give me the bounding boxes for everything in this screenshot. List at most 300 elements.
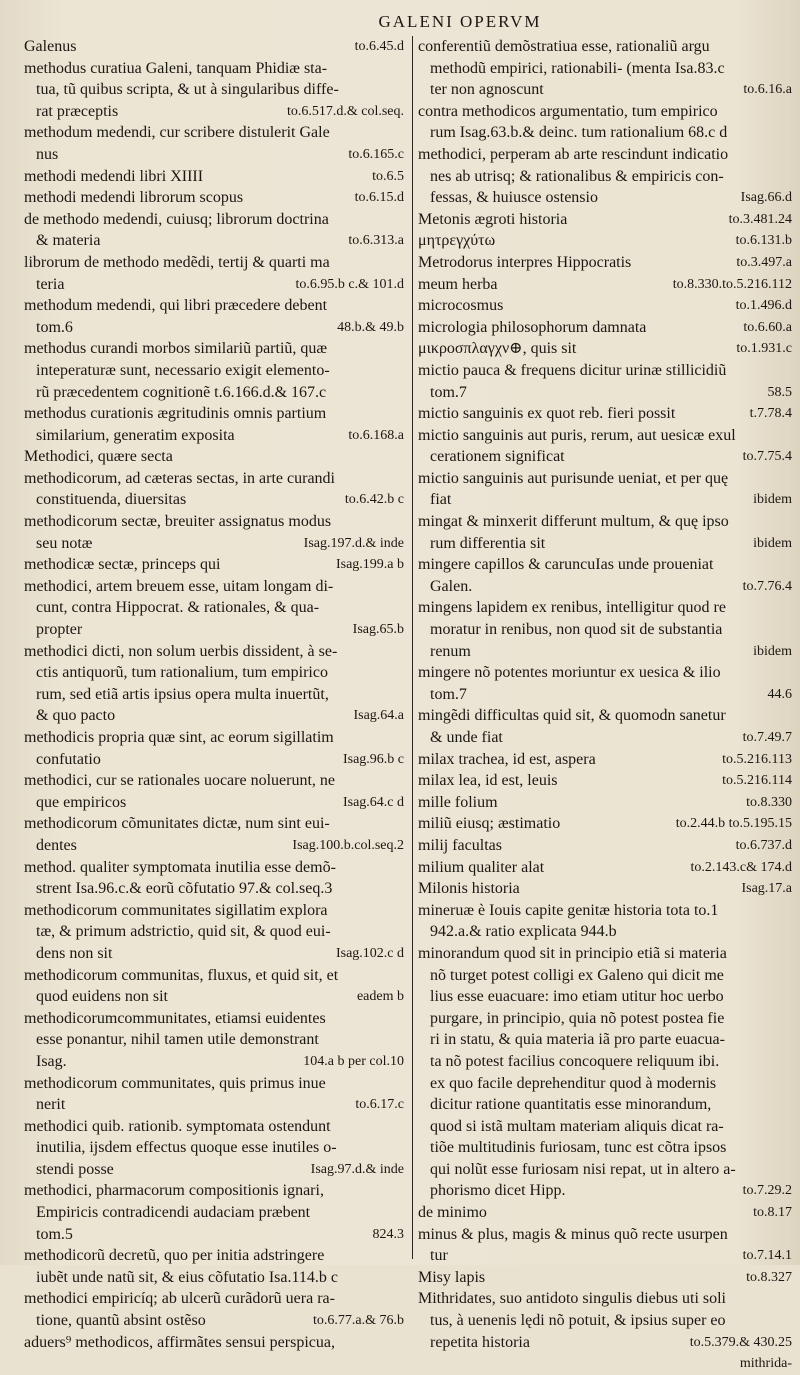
entry-reference: 104.a b per col.10 — [303, 1053, 404, 1069]
entry-line — [418, 360, 792, 382]
entry-text: seu notæ — [36, 534, 93, 552]
entry-text: tom.6 — [36, 318, 73, 336]
entry-text: iubẽt unde natũ sit, & eius cõfutatio Isa.114.b c — [36, 1268, 339, 1286]
index-entry — [24, 857, 404, 900]
entry-line — [24, 252, 404, 274]
entry-line — [418, 1288, 792, 1310]
index-entry — [418, 597, 792, 662]
index-entry — [24, 1008, 404, 1073]
entry-line — [24, 1288, 404, 1310]
entry-text: moratur in renibus, non quod sit de substantia — [430, 621, 723, 639]
entry-line — [24, 36, 404, 58]
catchword: mithrida- — [739, 1356, 792, 1372]
entry-reference: to.6.17.c — [355, 1097, 404, 1113]
entry-text: methodici, cur se rationales uocare noluerunt, ne — [24, 772, 335, 790]
entry-reference: to.8.327 — [746, 1269, 792, 1285]
index-entry — [24, 58, 404, 123]
entry-reference: ibidem — [753, 492, 792, 508]
entry-text: tom.7 — [430, 383, 467, 401]
entry-text: tæ, & primum adstrictio, quid sit, & quod eui- — [36, 923, 331, 941]
entry-reference: Isag.64.a — [353, 708, 404, 724]
entry-line — [418, 144, 792, 166]
entry-line — [24, 1051, 404, 1073]
entry-line — [24, 597, 404, 619]
entry-reference: Isag.17.a — [741, 881, 792, 897]
entry-line — [418, 511, 792, 533]
entry-line — [418, 1137, 792, 1159]
entry-line — [418, 252, 792, 274]
index-entry — [24, 1180, 404, 1245]
entry-text: rum differentia sit — [430, 534, 546, 552]
entry-line — [24, 1332, 404, 1354]
entry-text: mingere nõ potentes moriuntur ex uesica & ilio — [418, 664, 721, 682]
entry-text: & materia — [36, 232, 101, 250]
index-entry — [24, 1332, 404, 1354]
entry-line — [418, 1332, 792, 1354]
entry-text: ex quo facile deprehenditur quod à modernis — [430, 1074, 717, 1092]
entry-line — [418, 338, 792, 360]
entry-line — [24, 705, 404, 727]
entry-line — [24, 425, 404, 447]
entry-line — [24, 662, 404, 684]
entry-line — [418, 792, 792, 814]
entry-text: methodus curatiua Galeni, tanquam Phidiæ sta- — [24, 59, 328, 77]
entry-reference: 48.b.& 49.b — [337, 319, 404, 335]
entry-reference: to.6.42.b c — [344, 492, 404, 508]
entry-text: que empiricos — [36, 793, 127, 811]
index-entry — [418, 705, 792, 748]
entry-line — [24, 446, 404, 468]
entry-text: nes ab utrisq; & rationalibus & empiricis con- — [430, 167, 724, 185]
entry-text: fessas, & huiusce ostensio — [430, 189, 598, 207]
entry-text: repetita historia — [430, 1333, 530, 1351]
entry-line — [24, 857, 404, 879]
entry-reference: Isag.197.d.& inde — [303, 535, 404, 551]
entry-reference: 58.5 — [767, 384, 792, 400]
entry-reference: to.2.44.b to.5.195.15 — [675, 816, 792, 832]
entry-line — [24, 1094, 404, 1116]
entry-reference: 824.3 — [372, 1226, 404, 1242]
entry-reference: to.3.497.a — [736, 254, 792, 270]
index-entry — [418, 813, 792, 835]
index-entry — [24, 813, 404, 856]
entry-line — [418, 1094, 792, 1116]
entry-reference: t.7.78.4 — [749, 406, 792, 422]
entry-text: miliũ eiusq; æstimatio — [418, 815, 561, 833]
entry-text: milax lea, id est, leuis — [418, 772, 558, 790]
entry-text: methodũ empirici, rationabili- (menta Isa.83.c — [430, 59, 725, 77]
entry-reference: to.6.15.d — [354, 190, 404, 206]
entry-text: methodici, pharmacorum compositionis ignari, — [24, 1182, 324, 1200]
index-entry — [418, 792, 792, 814]
entry-line — [24, 533, 404, 555]
entry-reference: to.5.216.114 — [722, 773, 792, 789]
index-entry — [24, 1073, 404, 1116]
entry-line — [24, 79, 404, 101]
index-entry — [24, 511, 404, 554]
entry-line — [24, 1137, 404, 1159]
entry-text: μητρεγχύτω — [418, 232, 496, 250]
entry-line — [24, 230, 404, 252]
entry-text: methodicæ sectæ, princeps qui — [24, 556, 221, 574]
entry-line — [418, 1116, 792, 1138]
entry-line — [418, 965, 792, 987]
entry-line — [24, 921, 404, 943]
entry-line — [24, 511, 404, 533]
entry-line — [24, 274, 404, 296]
entry-text: dicitur ratione quantitatis esse minorandum, — [430, 1096, 712, 1114]
entry-reference: to.6.60.a — [743, 319, 792, 335]
entry-reference: to.5.216.113 — [722, 751, 792, 767]
entry-text: rat præceptis — [36, 102, 119, 120]
entry-text: conferentiũ demõstratiua esse, rationaliũ argu — [418, 38, 710, 55]
entry-line — [418, 554, 792, 576]
entry-text: inteperaturæ sunt, necessario exigit elemento- — [36, 361, 330, 379]
entry-reference: to.6.45.d — [354, 39, 404, 54]
entry-reference: ibidem — [753, 535, 792, 551]
entry-text: methodum medendi, qui libri præcedere debent — [24, 297, 328, 315]
entry-text: microcosmus — [418, 297, 504, 315]
entry-text: tur — [430, 1247, 448, 1265]
entry-line — [24, 792, 404, 814]
entry-text: mingẽdi difficultas quid sit, & quomodn sanetur — [418, 707, 726, 725]
entry-line — [418, 597, 792, 619]
entry-line — [418, 1267, 792, 1289]
entry-reference: ibidem — [753, 643, 792, 659]
entry-reference: to.8.17 — [753, 1205, 792, 1221]
left-column — [24, 36, 408, 1351]
entry-line — [24, 749, 404, 771]
entry-text: milij facultas — [418, 836, 502, 854]
entry-text: mictio pauca & frequens dicitur urinæ stillicidiũ — [418, 361, 727, 379]
entry-text: micrologia philosophorum damnata — [418, 318, 647, 336]
index-entry — [24, 1245, 404, 1288]
entry-text: & quo pacto — [36, 707, 116, 725]
entry-reference: to.7.76.4 — [742, 578, 792, 594]
index-entry — [24, 770, 404, 813]
entry-text: minorandum quod sit in principio etiã si materia — [418, 944, 727, 962]
entry-text: methodus curationis ægritudinis omnis partium — [24, 405, 327, 423]
entry-text: de minimo — [418, 1204, 487, 1222]
entry-line — [24, 554, 404, 576]
entry-reference: to.3.481.24 — [728, 211, 792, 227]
entry-text: qui nolũt esse furiosam nisi repat, ut in altero a- — [430, 1160, 736, 1178]
entry-reference: Isag.65.b — [352, 622, 404, 638]
entry-line — [24, 101, 404, 123]
index-entry — [24, 252, 404, 295]
entry-line — [418, 209, 792, 231]
entry-text: milium qualiter alat — [418, 858, 545, 876]
entry-line — [24, 1267, 404, 1289]
entry-text: methodici, perperam ab arte rescindunt indicatio — [418, 145, 729, 163]
index-entry — [24, 209, 404, 252]
entry-line — [418, 382, 792, 404]
entry-line — [24, 360, 404, 382]
entry-text: methodicorum sectæ, breuiter assignatus modus — [24, 513, 332, 531]
entry-reference: 44.6 — [767, 686, 792, 702]
index-entry — [418, 230, 792, 252]
entry-line — [418, 749, 792, 771]
entry-text: mingere capillos & caruncuIas unde proueniat — [418, 556, 714, 574]
index-entry — [418, 360, 792, 403]
entry-line — [24, 1116, 404, 1138]
entry-text: Galen. — [430, 577, 473, 595]
entry-line — [24, 403, 404, 425]
entry-reference: Isag.97.d.& inde — [310, 1161, 404, 1177]
entry-line — [418, 727, 792, 749]
entry-text: cunt, contra Hippocrat. & rationales, & qua- — [36, 599, 320, 617]
entry-text: inutilia, ijsdem effectus quoque esse inutiles o- — [36, 1139, 337, 1157]
entry-line — [418, 274, 792, 296]
entry-line — [418, 1224, 792, 1246]
entry-line — [24, 187, 404, 209]
entry-line — [418, 79, 792, 101]
index-entry — [24, 446, 404, 468]
index-entry — [418, 1267, 792, 1289]
index-entry — [24, 295, 404, 338]
entry-line — [418, 230, 792, 252]
entry-line — [24, 1073, 404, 1095]
entry-text: strent Isa.96.c.& eorũ cõfutatio 97.& col.seq.3 — [36, 880, 333, 898]
entry-reference: to.6.168.a — [348, 427, 404, 443]
entry-line — [418, 705, 792, 727]
index-entry — [418, 943, 792, 1202]
index-entry — [418, 662, 792, 705]
entry-line — [24, 1202, 404, 1224]
entry-reference: to.7.29.2 — [742, 1183, 792, 1199]
index-entry — [24, 554, 404, 576]
entry-line — [418, 813, 792, 835]
entry-text: ta nõ potest facilius concoquere reliquum ibi. — [430, 1052, 720, 1070]
entry-line — [24, 641, 404, 663]
entry-line — [418, 101, 792, 123]
index-entry — [418, 403, 792, 425]
entry-text: fiat — [430, 491, 452, 509]
entry-line — [24, 684, 404, 706]
index-entry — [418, 835, 792, 857]
index-entry — [418, 511, 792, 554]
running-header-title: GALENI OPERVM — [378, 12, 542, 31]
index-entry — [418, 209, 792, 231]
entry-line — [418, 1310, 792, 1332]
entry-line — [24, 576, 404, 598]
entry-text: method. qualiter symptomata inutilia esse demõ- — [24, 858, 336, 876]
entry-line — [24, 770, 404, 792]
entry-line — [418, 36, 792, 58]
entry-line — [24, 1008, 404, 1030]
entry-text: methodici empiricíq; ab ulcerũ curãdorũ uera ra- — [24, 1290, 335, 1308]
entry-line — [24, 382, 404, 404]
index-entry — [24, 641, 404, 727]
entry-line — [418, 1159, 792, 1181]
index-entry — [24, 965, 404, 1008]
entry-reference: to.6.737.d — [735, 837, 792, 853]
entry-text: rũ præcedentem cognitionẽ t.6.166.d.& 167.c — [36, 383, 327, 401]
entry-text: Mithridates, suo antidoto singulis diebus uti soli — [418, 1290, 726, 1308]
index-entry — [418, 468, 792, 511]
index-entry — [24, 1116, 404, 1181]
entry-text: methodum medendi, cur scribere distulerit Gale — [24, 124, 330, 142]
entry-line — [418, 1180, 792, 1202]
right-column — [418, 36, 792, 1372]
entry-text: Metrodorus interpres Hippocratis — [418, 253, 632, 271]
entry-text: 942.a.& ratio explicata 944.b — [430, 923, 617, 941]
index-entry — [24, 403, 404, 446]
entry-reference: to.7.49.7 — [742, 730, 792, 745]
entry-reference: to.8.330 — [746, 794, 792, 810]
entry-reference: Isag.66.d — [740, 190, 792, 206]
entry-line — [418, 619, 792, 641]
entry-line — [418, 489, 792, 511]
entry-text: quod euidens non sit — [36, 988, 168, 1006]
entry-line — [418, 122, 792, 144]
index-entry — [24, 900, 404, 965]
entry-line — [418, 1008, 792, 1030]
entry-text: methodicorumcommunitates, etiamsi euidentes — [24, 1009, 326, 1027]
entry-line — [24, 338, 404, 360]
index-entry — [418, 295, 792, 317]
entry-reference: eadem b — [356, 989, 404, 1005]
entry-line — [418, 58, 792, 80]
entry-text: mictio sanguinis aut puris, rerum, aut uesicæ exul — [418, 426, 736, 444]
entry-text: milax trachea, id est, aspera — [418, 750, 596, 768]
entry-line — [24, 58, 404, 80]
entry-line — [418, 1073, 792, 1095]
entry-line — [24, 468, 404, 490]
entry-text: rum Isag.63.b.& deinc. tum rationalium 68.c d — [430, 124, 728, 142]
entry-line — [24, 144, 404, 166]
entry-line — [24, 986, 404, 1008]
entry-text: Misy lapis — [418, 1268, 486, 1286]
entry-line — [418, 468, 792, 490]
entry-text: constituenda, diuersitas — [36, 491, 187, 509]
entry-text: methodi medendi librorum scopus — [24, 189, 244, 207]
entry-line — [24, 1159, 404, 1181]
index-entry — [418, 252, 792, 274]
entry-reference: to.6.77.a.& 76.b — [313, 1313, 404, 1329]
index-entry — [418, 144, 792, 209]
entry-reference: to.2.143.c& 174.d — [690, 859, 792, 875]
entry-text: renum — [430, 642, 471, 660]
entry-text: tom.7 — [430, 685, 467, 703]
entry-text: tione, quantũ absint ostẽso — [36, 1312, 206, 1330]
entry-text: methodicorum, ad cæteras sectas, in arte curandi — [24, 469, 335, 487]
entry-line — [24, 900, 404, 922]
entry-text: & unde fiat — [430, 729, 503, 746]
entry-line — [418, 576, 792, 598]
entry-line — [24, 489, 404, 511]
entry-line — [418, 986, 792, 1008]
entry-reference: Isag.199.a b — [335, 557, 404, 573]
entry-text: mictio sanguinis aut purisunde ueniat, et per quę — [418, 469, 729, 487]
index-entry — [24, 1288, 404, 1331]
entry-line — [24, 965, 404, 987]
index-entry — [24, 727, 404, 770]
entry-text: de methodo medendi, cuiusq; librorum doctrina — [24, 210, 329, 228]
entry-line — [418, 446, 792, 468]
entry-reference: Isag.102.c d — [335, 945, 404, 961]
entry-line — [418, 1051, 792, 1073]
entry-text: tus, à uenenis lędi nõ potuit, & ipsius super eo — [430, 1312, 726, 1330]
entry-text: nõ turget potest colligi ex Galeno qui dicit me — [430, 966, 724, 984]
entry-text: methodicis propria quæ sint, ac eorum sigillatim — [24, 729, 334, 746]
entry-text: tom.5 — [36, 1225, 73, 1243]
entry-line — [418, 900, 792, 922]
index-entry — [24, 36, 404, 58]
entry-text: similarium, generatim exposita — [36, 426, 235, 444]
entry-text: methodus curandi morbos similariũ partiũ, quæ — [24, 340, 328, 358]
entry-text: tiõe multitudinis furiosam, tunc est cõtra ipsos — [430, 1139, 727, 1157]
entry-text: aduers⁹ methodicos, affirmãtes sensui perspicua, — [24, 1333, 335, 1351]
entry-line — [24, 1245, 404, 1267]
entry-line — [418, 684, 792, 706]
entry-text: methodici, artem breuem esse, uitam longam di- — [24, 577, 334, 595]
index-entry — [24, 576, 404, 641]
entry-reference: to.6.165.c — [348, 146, 404, 162]
entry-text: dentes — [36, 836, 77, 854]
entry-reference: to.6.16.a — [743, 82, 792, 98]
entry-text: lius esse euacuare: imo etiam utitur hoc uerbo — [430, 988, 724, 1006]
entry-text: mille folium — [418, 793, 498, 811]
entry-line — [418, 878, 792, 900]
entry-line — [418, 943, 792, 965]
entry-line — [24, 166, 404, 188]
entry-line — [418, 921, 792, 943]
index-entry — [418, 770, 792, 792]
entry-line — [418, 835, 792, 857]
entry-line — [24, 813, 404, 835]
entry-text: meum herba — [418, 275, 498, 293]
entry-reference: Isag.100.b.col.seq.2 — [292, 837, 404, 853]
entry-line — [418, 317, 792, 339]
index-entry — [24, 338, 404, 403]
entry-text: Empiricis contradicendi audaciam præbent — [36, 1204, 311, 1222]
entry-text: mictio sanguinis ex quot reb. fieri possit — [418, 405, 676, 423]
entry-line — [24, 835, 404, 857]
entry-reference: to.1.931.c — [736, 341, 792, 357]
entry-reference: to.6.5 — [372, 168, 404, 184]
entry-text: Isag. — [36, 1052, 67, 1070]
entry-text: nerit — [36, 1096, 66, 1114]
entry-line — [24, 1029, 404, 1051]
entry-line — [418, 187, 792, 209]
entry-line — [418, 425, 792, 447]
entry-text: methodicorum communitas, fluxus, et quid sit, et — [24, 966, 339, 984]
entry-line — [418, 662, 792, 684]
index-entry — [418, 425, 792, 468]
entry-line — [418, 533, 792, 555]
index-entry — [418, 274, 792, 296]
index-entry — [418, 338, 792, 360]
entry-text: Metonis ægroti historia — [418, 210, 568, 228]
entry-text: purgare, in principio, quia nõ potest postea fie — [430, 1009, 725, 1027]
entry-text: teria — [36, 275, 65, 293]
entry-line — [24, 295, 404, 317]
entry-text: confutatio — [36, 750, 101, 768]
entry-reference: Isag.64.c d — [342, 794, 404, 810]
index-entry — [418, 900, 792, 943]
entry-text: contra methodicos argumentatio, tum empirico — [418, 102, 718, 120]
entry-line — [24, 619, 404, 641]
entry-text: methodi medendi libri XIIII — [24, 167, 204, 185]
entry-text: Galenus — [24, 38, 77, 55]
index-entry — [418, 1288, 792, 1353]
entry-text: propter — [36, 621, 83, 639]
entry-reference: to.6.95.b c.& 101.d — [295, 276, 404, 292]
index-entry — [24, 122, 404, 165]
entry-line — [24, 943, 404, 965]
entry-text: nus — [36, 145, 59, 163]
